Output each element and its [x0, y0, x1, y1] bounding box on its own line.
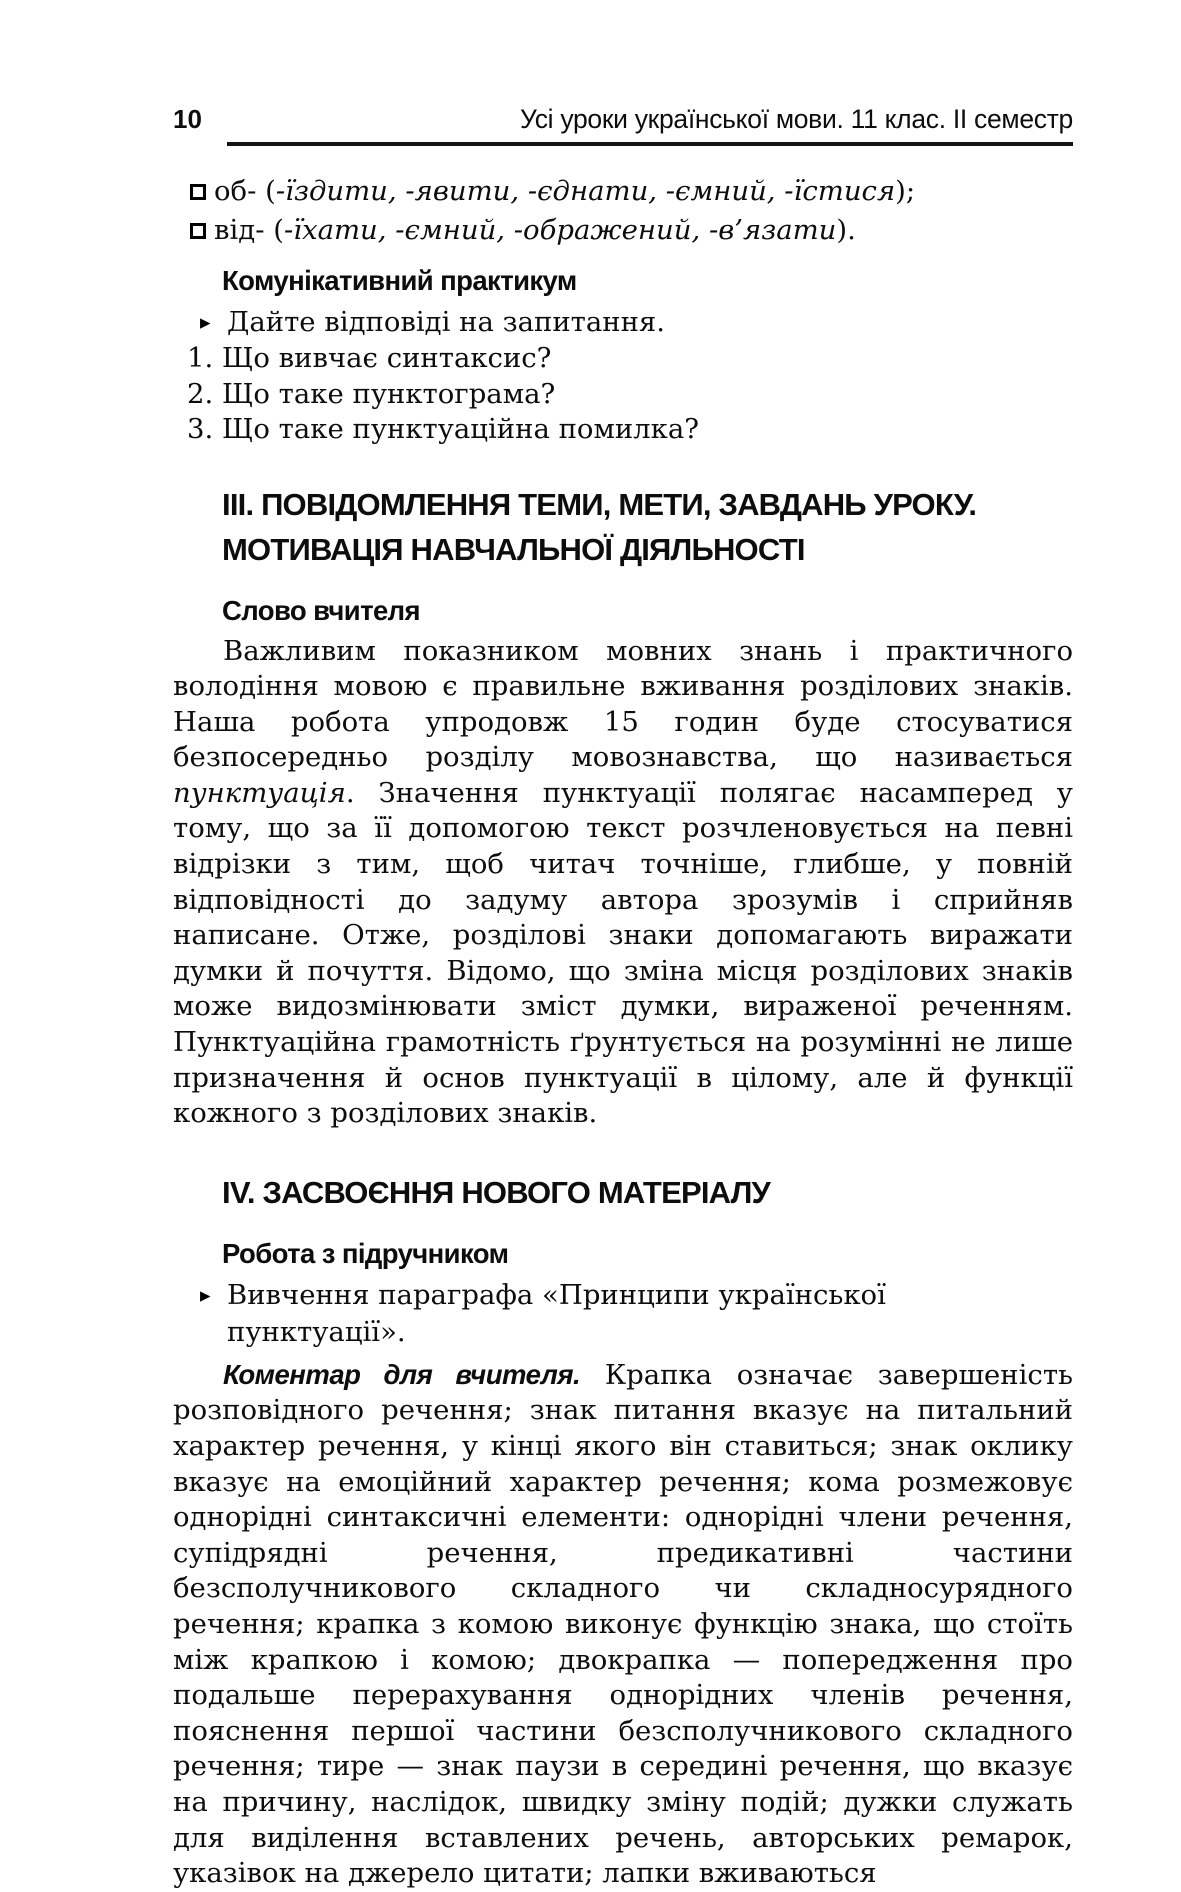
prefix-examples-list	[173, 172, 1073, 250]
question-text: Що таке пунктуаційна помилка?	[222, 413, 699, 445]
section-heading-line: МОТИВАЦІЯ НАВЧАЛЬНОЇ ДІЯЛЬНОСТІ	[222, 531, 805, 567]
comment-lead-label: Коментар для вчителя.	[223, 1358, 581, 1390]
question-text: Що вивчає синтаксис?	[222, 342, 552, 374]
teacher-speech-paragraph: Важливим показником мовних знань і практичного володіння мовою є правильне вживання розділових знаків. Наша робота упродовж 15 годин буде стосуватися безпосередньо розділу мовознавства, що називається пунктуація. Значення пунктуації полягає насамперед у тому, що за її допомогою текст розчленовується на певні відрізки з тим, щоб читач точніше, глибше, у повній відповідності до задуму автора зрозумів і сприйняв написане. Отже, розділові знаки допомагають виражати думки й почуття. Відомо, що зміна місця розділових знаків може видозмінювати зміст думки, вираженої реченням. Пунктуаційна грамотність ґрунтується на розумінні не лише призначення й основ пунктуації в цілому, але й функції кожного з розділових знаків.	[173, 634, 1073, 1130]
section-heading-line: ІІІ. ПОВІДОМЛЕННЯ ТЕМИ, МЕТИ, ЗАВДАНЬ УРОКУ.	[222, 486, 977, 522]
task-text: Вивчення параграфа «Принципи української пунктуації».	[227, 1278, 886, 1348]
question-number: 3.	[187, 413, 214, 445]
section-heading-4: IV. ЗАСВОЄННЯ НОВОГО МАТЕРІАЛУ	[222, 1174, 771, 1210]
list-item	[173, 172, 1073, 211]
square-bullet-icon	[190, 172, 214, 211]
arrow-bullet-icon: ▸	[200, 1282, 211, 1307]
running-header	[173, 104, 1073, 135]
question-number: 2.	[187, 377, 214, 410]
question-item	[173, 412, 1073, 448]
arrow-bullet-icon: ▸	[200, 310, 211, 334]
question-item	[173, 341, 1073, 377]
task-item	[173, 1277, 1073, 1351]
list-item	[173, 211, 1073, 250]
question-text: Що таке пунктограма?	[222, 377, 556, 410]
subhead-textbook-work: Робота з підручником	[222, 1237, 509, 1269]
section-heading-3	[222, 482, 1073, 572]
header-rule	[227, 142, 1073, 146]
task-item	[173, 304, 1073, 341]
page-number: 10	[173, 104, 202, 134]
question-number: 1.	[187, 342, 214, 374]
page-content	[173, 172, 1073, 1892]
running-title: Усі уроки української мови. 11 клас. ІІ семестр	[519, 104, 1073, 134]
questions-list	[173, 341, 1073, 448]
square-bullet-icon	[190, 211, 214, 250]
term-punctuation: пунктуація	[173, 776, 346, 809]
list-item-text: об- (-їздити, -явити, -єднати, -ємний, -їстися);	[214, 175, 916, 207]
subhead-communicative-practicum: Комунікативний практикум	[222, 265, 577, 296]
teacher-comment-paragraph: Коментар для вчителя. Крапка означає завершеність розповідного речення; знак питання вказує на питальний характер речення, у кінці якого він ставиться; знак оклику вказує на емоційний характер речення; кома розмежовує однорідні синтаксичні елементи: однорідні члени речення, супідрядні речення, предикативні частини безсполучникового складного чи складносурядного речення; крапка з комою виконує функцію знака, що стоїть між крапкою і комою; двокрапка — попередження про подальше перерахування однорідних членів речення, пояснення першої частини безсполучникового складного речення; тире — знак паузи в середині речення, що вказує на причину, наслідок, швидку зміну подій; дужки служать для виділення вставлених речень, авторських ремарок, указівок на джерело цитати; лапки вживаються	[173, 1358, 1074, 1890]
list-item-text: від- (-їхати, -ємний, -ображений, -в’язати).	[214, 214, 856, 246]
subhead-teacher-word: Слово вчителя	[222, 594, 420, 626]
question-item	[173, 377, 1073, 413]
task-text: Дайте відповіді на запитання.	[227, 306, 666, 338]
